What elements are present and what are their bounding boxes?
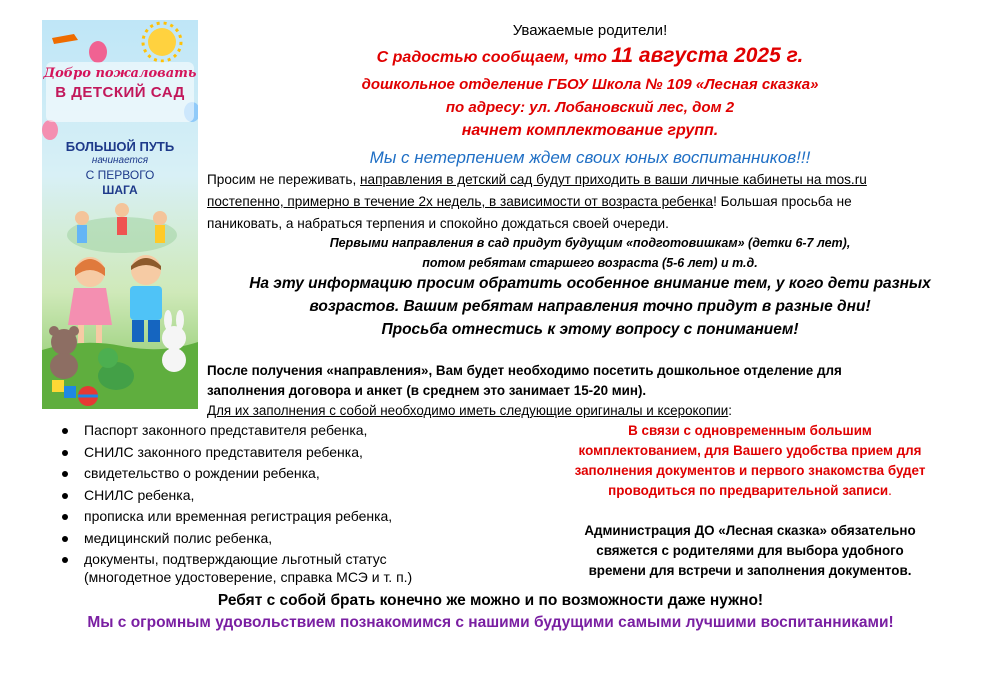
para1-suffix: ! Большая просьба не	[713, 194, 852, 209]
after-line3-colon: :	[728, 403, 732, 418]
para1-prefix: Просим не переживать,	[207, 172, 361, 187]
poster-subtitle-line1: БОЛЬШОЙ ПУТЬ	[65, 139, 175, 154]
after-line2: заполнения договора и анкет (в среднем это занимает 15-20 мин).	[207, 383, 647, 398]
para1-line1	[207, 172, 867, 187]
poster-subtitle-line3: С ПЕРВОГО	[85, 168, 155, 182]
after-line3	[207, 403, 732, 418]
attention-line3: Просьба отнестись к этому вопросу с пониманием!	[381, 321, 799, 338]
announcement-line2: дошкольное отделение ГБОУ Школа № 109 «Лесная сказка»	[361, 76, 819, 93]
list-item: СНИЛС ребенка,	[62, 485, 392, 507]
admin-line2: свяжется с родителями для выбора удобного	[596, 543, 904, 558]
para1-line2	[207, 194, 852, 209]
list-item: прописка или временная регистрация ребенка,	[62, 506, 392, 528]
notice-line3: заполнения документов и первого знакомства будет	[574, 463, 926, 478]
list-item: свидетельство о рождении ребенка,	[62, 463, 392, 485]
notice-line4-period: .	[888, 483, 892, 498]
notice-line2: комплектованием, для Вашего удобства прием для	[578, 443, 922, 458]
footer-line2: Мы с огромным удовольствием познакомимся с нашими будущими самыми лучшими воспитанниками!	[87, 614, 894, 631]
admin-line3: времени для встречи и заполнения документов.	[588, 563, 912, 578]
documents-list	[62, 420, 392, 571]
announcement-line1	[200, 44, 980, 68]
admin-line1: Администрация ДО «Лесная сказка» обязательно	[584, 523, 916, 538]
notice-line1: В связи с одновременным большим	[628, 423, 872, 438]
announcement-line4: начнет комплектование групп.	[461, 122, 719, 139]
announcement-line3: по адресу: ул. Лобановский лес, дом 2	[445, 99, 735, 116]
list-item: медицинский полис ребенка,	[62, 528, 392, 550]
after-line3-text: Для их заполнения с собой необходимо иметь следующие оригиналы и ксерокопии	[207, 403, 729, 418]
list-item: Паспорт законного представителя ребенка,	[62, 420, 392, 442]
poster-subtitle-line2: начинается	[91, 155, 149, 166]
balloon-icon	[89, 41, 107, 63]
announcement-line5: Мы с нетерпением ждем своих юных воспитанников!!!	[369, 148, 811, 167]
poster-subtitle-line4: ШАГА	[102, 183, 138, 197]
sun-icon	[148, 28, 176, 56]
attention-line2: возрастов. Вашим ребятам направления точно придут в разные дни!	[309, 298, 871, 315]
order-line2: потом ребятам старшего возраста (5-6 лет) и т.д.	[422, 256, 758, 270]
after-line1: После получения «направления», Вам будет необходимо посетить дошкольное отделение для	[207, 363, 842, 378]
announcement-date: 11 августа 2025 г.	[611, 44, 804, 67]
footer-line1: Ребят с собой брать конечно же можно и по возможности даже нужно!	[217, 592, 764, 609]
list-item: СНИЛС законного представителя ребенка,	[62, 442, 392, 464]
bunny-icon	[162, 326, 186, 350]
kindergarten-poster	[42, 20, 198, 409]
poster-title-line1: Добро пожаловать	[43, 66, 197, 81]
attention-line1: На эту информацию просим обратить особенное внимание тем, у кого дети разных	[249, 275, 931, 292]
documents-note: (многодетное удостоверение, справка МСЭ и т. п.)	[84, 569, 413, 585]
plane-icon	[52, 34, 78, 44]
announcement-prefix: С радостью сообщаем, что	[376, 49, 612, 66]
order-line1: Первыми направления в сад придут будущим «подготовишкам» (детки 6-7 лет),	[329, 236, 851, 250]
notice-line4	[540, 483, 960, 498]
para1-underlined2: постепенно, примерно в течение 2х недель, в зависимости от возраста ребенка	[207, 194, 714, 209]
para1-line3: паниковать, а набраться терпения и спокойно дождаться своей очереди.	[207, 216, 669, 231]
greeting: Уважаемые родители!	[512, 22, 668, 39]
para1-underlined1: направления в детский сад будут приходить в ваши личные кабинеты на mos.ru	[360, 172, 867, 187]
notice-line4-text: проводиться по предварительной записи	[608, 483, 889, 498]
poster-title-line2: В ДЕТСКИЙ САД	[55, 84, 185, 101]
list-item: документы, подтверждающие льготный статус	[62, 549, 392, 571]
toy-blocks-icon	[52, 380, 64, 392]
